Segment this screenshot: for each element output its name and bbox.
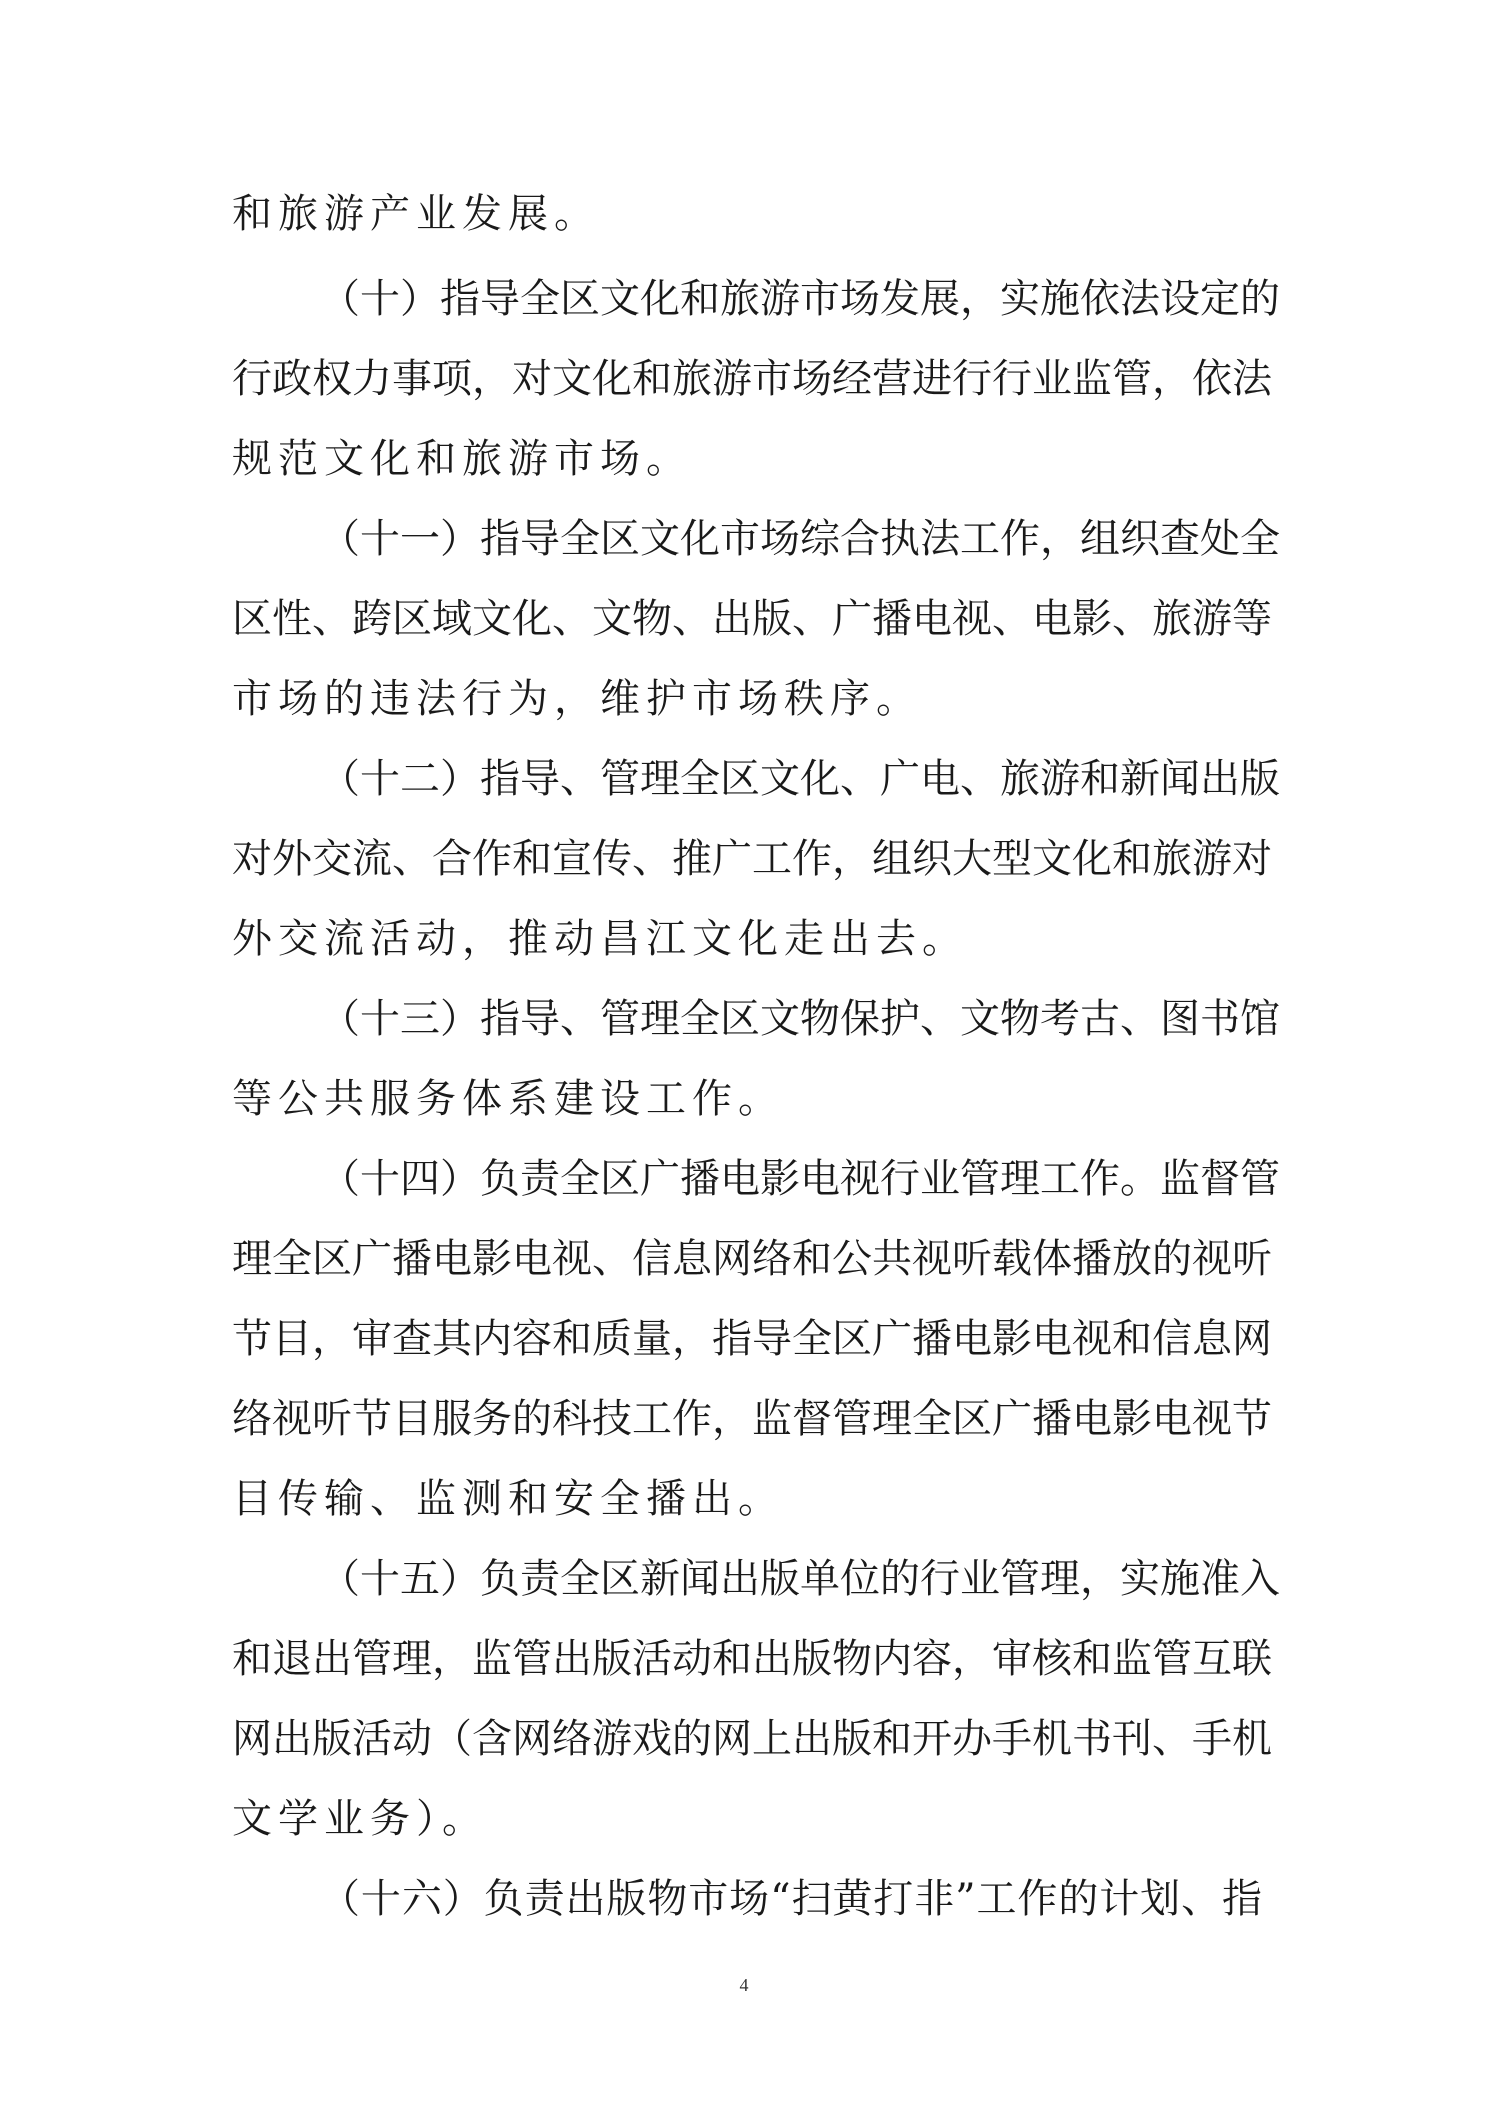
text-line: 文学业务）。	[232, 1796, 488, 1842]
text-line: 外交流活动，推动昌江文化走出去。	[232, 916, 968, 962]
text-line: 市场的违法行为，维护市场秩序。	[232, 676, 922, 722]
paragraph-10-line-1: （十）指导全区文化和旅游市场发展，实施依法设定的	[320, 276, 1280, 322]
paragraph-11-line-1: （十一）指导全区文化市场综合执法工作，组织查处全	[320, 516, 1280, 562]
paragraph-15-line-1: （十五）负责全区新闻出版单位的行业管理，实施准入	[320, 1556, 1280, 1602]
text-line: 目传输、监测和安全播出。	[232, 1476, 784, 1522]
text-line: 和旅游产业发展。	[232, 191, 600, 237]
text-line: 规范文化和旅游市场。	[232, 436, 692, 482]
text-line: 等公共服务体系建设工作。	[232, 1076, 784, 1122]
text-line: 网出版活动（含网络游戏的网上出版和开办手机书刊、手机	[232, 1716, 1272, 1762]
paragraph-16-line-1: （十六）负责出版物市场“扫黄打非”工作的计划、指	[320, 1876, 1262, 1922]
text-line: 络视听节目服务的科技工作，监督管理全区广播电影电视节	[232, 1396, 1272, 1442]
page-number: 4	[739, 1975, 749, 1995]
text-line: 和退出管理，监管出版活动和出版物内容，审核和监管互联	[232, 1636, 1272, 1682]
text-line: 节目，审查其内容和质量，指导全区广播电影电视和信息网	[232, 1316, 1272, 1362]
paragraph-14-line-1: （十四）负责全区广播电影电视行业管理工作。监督管	[320, 1156, 1280, 1202]
paragraph-13-line-1: （十三）指导、管理全区文物保护、文物考古、图书馆	[320, 996, 1280, 1042]
paragraph-12-line-1: （十二）指导、管理全区文化、广电、旅游和新闻出版	[320, 756, 1280, 802]
text-line: 对外交流、合作和宣传、推广工作，组织大型文化和旅游对	[232, 836, 1272, 882]
text-line: 理全区广播电影电视、信息网络和公共视听载体播放的视听	[232, 1236, 1272, 1282]
text-line: 区性、跨区域文化、文物、出版、广播电视、电影、旅游等	[232, 596, 1272, 642]
text-line: 行政权力事项，对文化和旅游市场经营进行行业监管，依法	[232, 356, 1272, 402]
